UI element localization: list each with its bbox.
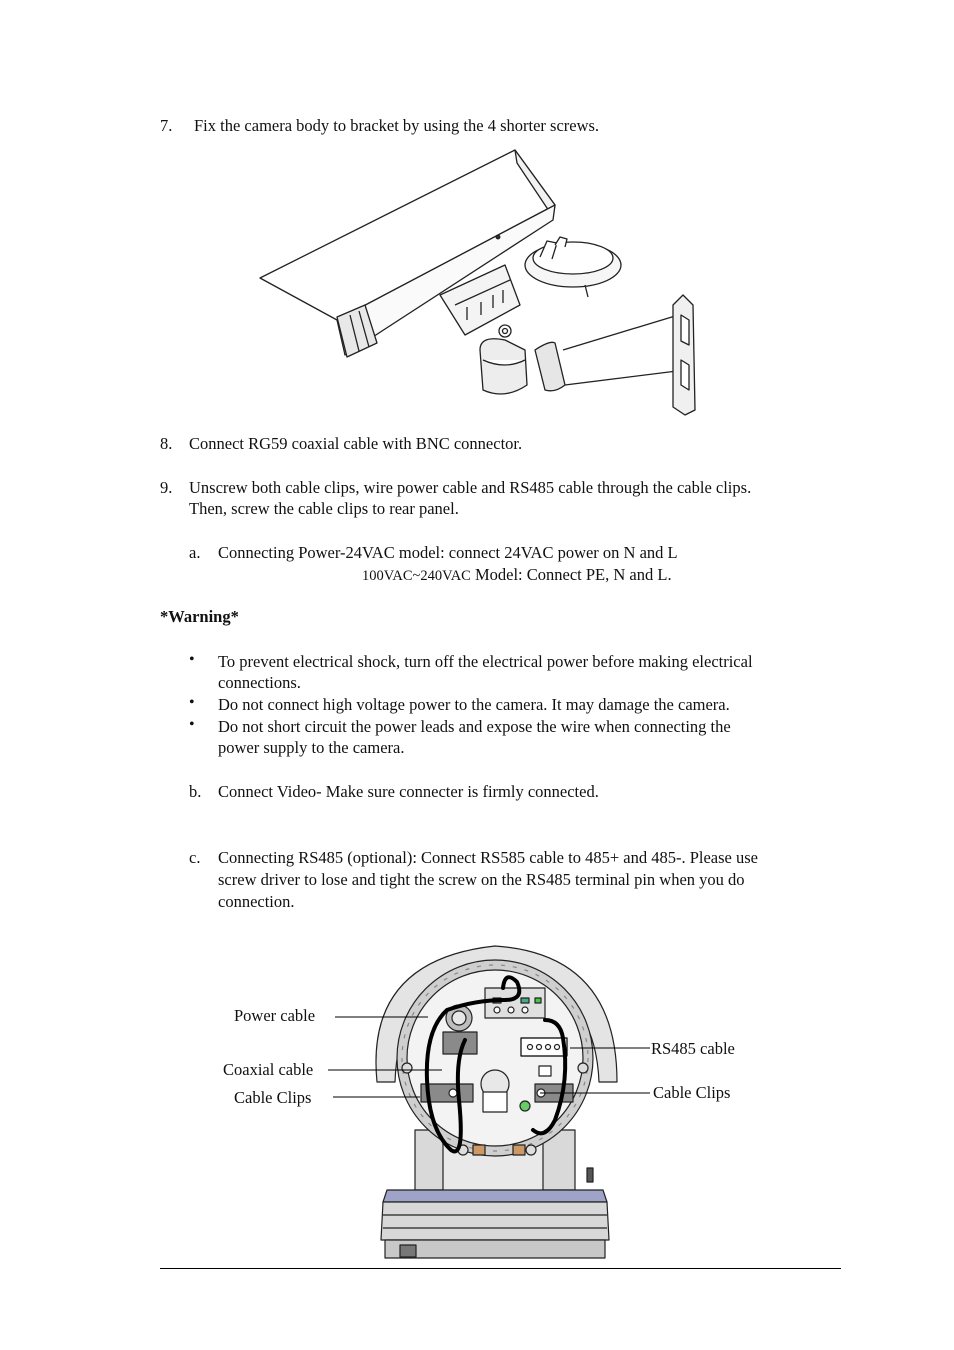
sub-a-line2 [362, 564, 672, 587]
step-8-text: Connect RG59 coaxial cable with BNC connector. [189, 434, 523, 453]
camera-bracket-illustration [255, 145, 705, 420]
step-9-text-line1: Unscrew both cable clips, wire power cable and RS485 cable through the cable clips. [189, 478, 752, 497]
bullet-icon: • [189, 716, 195, 733]
warning-bullet-3-line2: power supply to the camera. [218, 738, 405, 757]
label-cable-clips-left: Cable Clips [234, 1088, 312, 1107]
footer-rule [160, 1268, 841, 1269]
sub-a-voltage-range: 100VAC~240VAC [362, 568, 471, 584]
sub-a-line1: Connecting Power-24VAC model: connect 24VAC power on N and L [218, 543, 678, 562]
step-9-text-line2: Then, screw the cable clips to rear panel. [189, 499, 459, 518]
label-power-cable: Power cable [234, 1006, 316, 1025]
step-9-number: 9. [160, 478, 173, 497]
warning-title: *Warning* [160, 607, 239, 626]
sub-a-letter: a. [189, 543, 201, 562]
label-cable-clips-right: Cable Clips [653, 1083, 731, 1102]
sub-a-line2-rest: Model: Connect PE, N and L. [470, 565, 672, 584]
sub-b-text: Connect Video- Make sure connecter is firmly connected. [218, 782, 599, 801]
warning-bullet-1-line1: To prevent electrical shock, turn off the electrical power before making electrical [218, 652, 753, 671]
sub-b-letter: b. [189, 782, 202, 801]
sub-c-line1: Connecting RS485 (optional): Connect RS585 cable to 485+ and 485-. Please use [218, 848, 758, 867]
warning-bullet-1-line2: connections. [218, 673, 301, 692]
step-7-number: 7. [160, 116, 173, 135]
sub-c-line3: connection. [218, 892, 295, 911]
warning-bullet-3-line1: Do not short circuit the power leads and expose the wire when connecting the [218, 717, 731, 736]
label-coaxial-cable: Coaxial cable [223, 1060, 314, 1079]
sub-c-letter: c. [189, 848, 201, 867]
step-7-text: Fix the camera body to bracket by using the 4 shorter screws. [194, 116, 600, 135]
bullet-icon: • [189, 694, 195, 711]
bullet-icon: • [189, 651, 195, 668]
warning-bullet-2-line1: Do not connect high voltage power to the camera. It may damage the camera. [218, 695, 730, 714]
label-rs485-cable: RS485 cable [651, 1039, 735, 1058]
sub-c-line2: screw driver to lose and tight the screw on the RS485 terminal pin when you do [218, 870, 745, 889]
step-8-number: 8. [160, 434, 173, 453]
figure-leader-lines [320, 1000, 660, 1110]
